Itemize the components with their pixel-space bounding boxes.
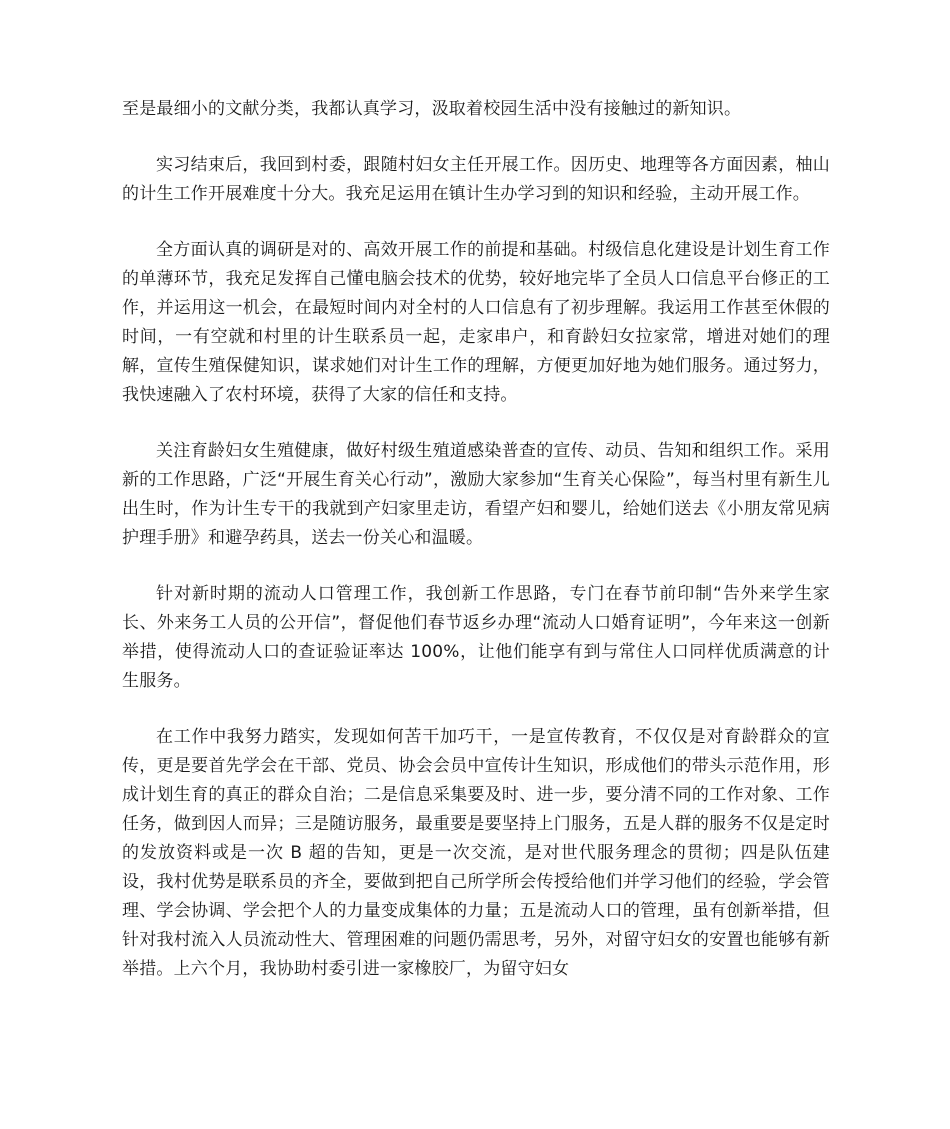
paragraph-4: 关注育龄妇女生殖健康，做好村级生殖道感染普查的宣传、动员、告知和组织工作。采用新的工作思路，广泛“开展生育关心行动”，激励大家参加“生育关心保险”，每当村里有新生儿出生时，作为计生专干的我就到产妇家里走访，看望产妇和婴儿，给她们送去《小朋友常见病护理手册》和避孕药具，送去一份关心和温暖。 (122, 441, 830, 548)
paragraph-1: 至是最细小的文献分类，我都认真学习，汲取着校园生活中没有接触过的新知识。 (122, 99, 742, 119)
document-page (122, 95, 830, 984)
paragraph-6: 在工作中我努力踏实，发现如何苦干加巧干，一是宣传教育，不仅仅是对育龄群众的宣传，更是要首先学会在干部、党员、协会会员中宣传计生知识，形成他们的带头示范作用，形成计划生育的真正的群众自治；二是信息采集要及时、进一步，要分清不同的工作对象、工作任务，做到因人而异；三是随访服务，最重要是要坚持上门服务，五是人群的服务不仅是定时的发放资料或是一次 B 超的告知，更是一次交流，是对世代服务理念的贯彻；四是队伍建设，我村优势是联系员的齐全，要做到把自己所学所会传授给他们并学习他们的经验，学会管理、学会协调、学会把个人的力量变成集体的力量；五是流动人口的管理，虽有创新举措，但针对我村流入人员流动性大、管理困难的问题仍需思考，另外，对留守妇女的安置也能够有新举措。上六个月，我协助村委引进一家橡胶厂，为留守妇女 (122, 727, 830, 979)
paragraph-2: 实习结束后，我回到村委，跟随村妇女主任开展工作。因历史、地理等各方面因素，柚山的计生工作开展难度十分大。我充足运用在镇计生办学习到的知识和经验，主动开展工作。 (122, 155, 830, 204)
paragraph-5: 针对新时期的流动人口管理工作，我创新工作思路，专门在春节前印制“告外来学生家长、外来务工人员的公开信”，督促他们春节返乡办理“流动人口婚育证明”，今年来这一创新举措，使得流动人口的查证验证率达 100%，让他们能享有到与常住人口同样优质满意的计生服务。 (122, 584, 830, 691)
paragraph-3: 全方面认真的调研是对的、高效开展工作的前提和基础。村级信息化建设是计划生育工作的单薄环节，我充足发挥自己懂电脑会技术的优势，较好地完毕了全员人口信息平台修正的工作，并运用这一机会，在最短时间内对全村的人口信息有了初步理解。我运用工作甚至休假的时间，一有空就和村里的计生联系员一起，走家串户，和育龄妇女拉家常，增进对她们的理解，宣传生殖保健知识，谋求她们对计生工作的理解，方便更加好地为她们服务。通过努力，我快速融入了农村环境，获得了大家的信任和支持。 (122, 240, 830, 405)
